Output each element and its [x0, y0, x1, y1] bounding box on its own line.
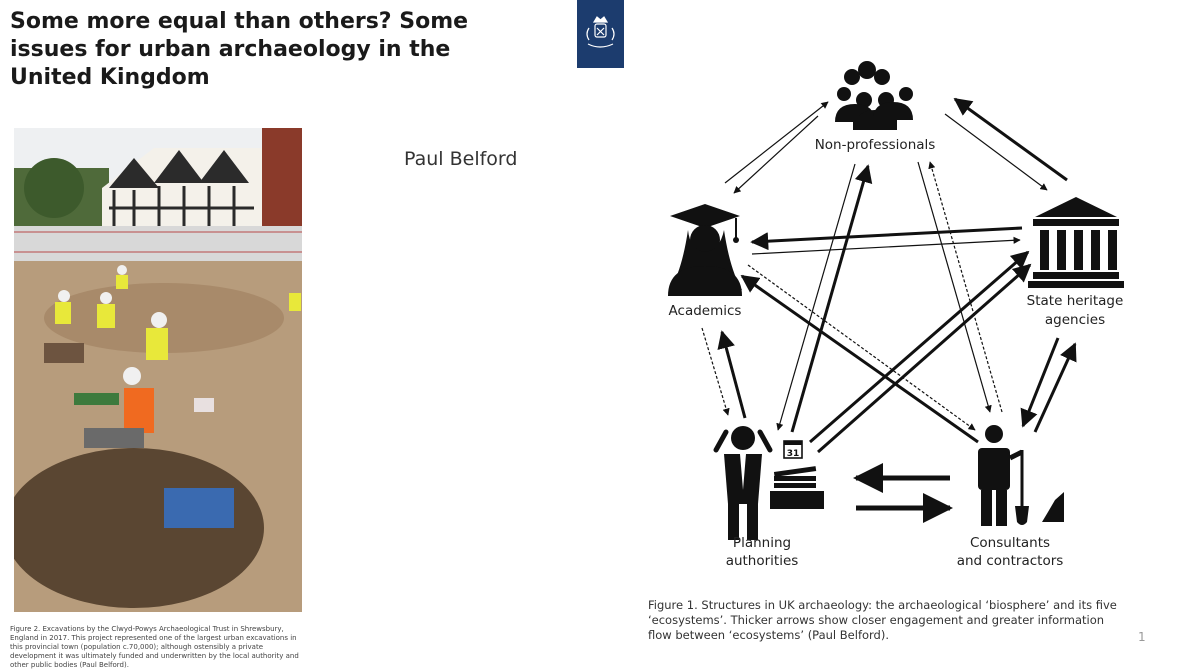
calendar-day: 31 [786, 449, 800, 459]
arrow-nonpro-to-consultants [918, 162, 990, 412]
arrow-planning-to-nonpro [792, 166, 868, 432]
arrow-nonpro-to-state [945, 114, 1047, 190]
arrows [702, 99, 1075, 508]
arrow-consultants-to-nonpro [930, 162, 1002, 412]
arrow-consultants-to-academics [742, 276, 978, 442]
excavation-photo [14, 128, 302, 612]
label-non-professionals: Non-professionals [814, 137, 936, 153]
arrow-academics-to-consultants [748, 265, 975, 430]
arrow-nonpro-to-planning [778, 164, 855, 430]
arrow-consultants-to-state [1035, 344, 1075, 432]
diagram-caption: Figure 1. Structures in UK archaeology: the archaeological ‘biosphere’ and its five ‘ecosystems’. Thicker arrows show closer engagement and greater information flow between ‘ecosystems’ (Paul Belford). [648, 598, 1117, 642]
crest-icon [577, 0, 624, 68]
label-consultants-line1: Consultants [969, 535, 1051, 551]
arrow-state-to-nonpro [955, 99, 1067, 180]
label-state-heritage-line2: agencies [1044, 312, 1106, 328]
label-state-heritage-line1: State heritage [1026, 293, 1124, 309]
arrow-nonpro-to-academics [734, 116, 818, 193]
arrow-state-to-academics [752, 228, 1022, 242]
author-name: Paul Belford [404, 148, 518, 170]
arrow-academics-to-nonpro [725, 102, 828, 183]
label-academics: Academics [668, 303, 742, 319]
arrow-state-to-planning [818, 265, 1030, 452]
label-planning-line2: authorities [725, 553, 799, 569]
paperwork-desk-icon [770, 466, 824, 509]
graduate-icon [668, 204, 742, 296]
arrow-state-to-consultants [1023, 338, 1058, 426]
ecosystem-diagram [650, 60, 1150, 580]
people-group-icon [835, 61, 913, 130]
photo-caption: Figure 2. Excavations by the Clwyd-Powys Archaeological Trust in Shrewsbury, England in 2017. This project represented one of the largest urban excavations in this provincial town (population c.70,000); although ostensibly a private development it was ultimately funded and underwritten by the local authority and other public bodies (Paul Belford). [10, 625, 299, 669]
label-consultants-line2: and contractors [956, 553, 1064, 569]
calendar-icon [784, 441, 802, 459]
planning-officer-icon [716, 426, 770, 540]
arrow-academics-to-state [752, 240, 1020, 254]
page-number: 1 [1138, 630, 1146, 644]
government-building-icon [1028, 197, 1124, 288]
worker-with-shovel-icon [978, 425, 1064, 526]
government-logo [577, 0, 624, 68]
slide-title: Some more equal than others? Some issues for urban archaeology in the United Kingdom [10, 9, 469, 90]
label-planning-line1: Planning [732, 535, 792, 551]
